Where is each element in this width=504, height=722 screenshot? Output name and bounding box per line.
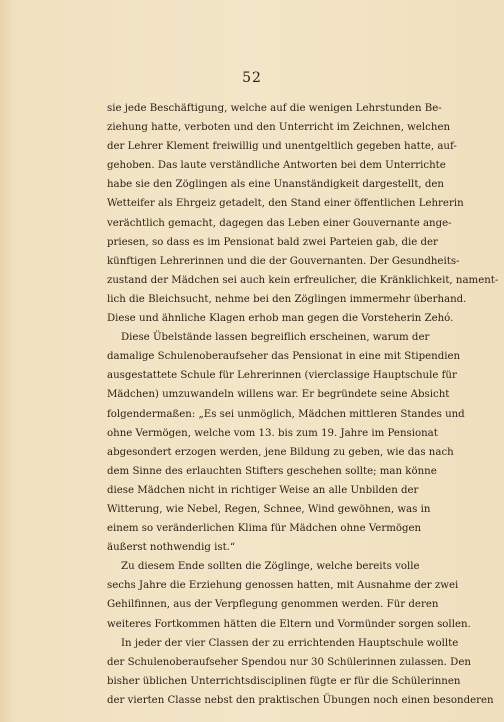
text-line: diese Mädchen nicht in richtiger Weise an alle Unbilden der: [107, 484, 419, 496]
text-line: ziehung hatte, verboten und den Unterricht im Zeichnen, welchen: [107, 122, 451, 134]
paragraph: [107, 557, 471, 633]
text-line: sie jede Beschäftigung, welche auf die wenigen Lehrstunden Be-: [107, 103, 442, 114]
text-line: habe sie den Zöglingen als eine Unanständigkeit dargestellt, den: [107, 179, 444, 191]
text-line: Witterung, wie Nebel, Regen, Schnee, Wind gewöhnen, was in: [107, 503, 431, 515]
text-line: Gehilfinnen, aus der Verpflegung genommen werden. Für deren: [107, 599, 439, 611]
page-number: 52: [242, 70, 262, 86]
text-line: ausgestattete Schule für Lehrerinnen (vierclassige Hauptschule für: [107, 370, 457, 382]
page-binding-shadow: [0, 0, 14, 722]
body-text: [107, 99, 499, 710]
paragraph: [107, 99, 499, 328]
text-line: bisher üblichen Unterrichtsdisciplinen fügte er für die Schülerinnen: [107, 675, 461, 687]
text-line: zustand der Mädchen sei auch kein erfreulicher, die Kränklichkeit, nament-: [107, 274, 499, 286]
text-line: abgesondert erzogen werden, jene Bildung zu geben, wie das nach: [107, 446, 454, 458]
text-line: sechs Jahre die Erziehung genossen hatten, mit Ausnahme der zwei: [107, 580, 459, 592]
paragraph: [107, 328, 465, 557]
text-line: Mädchen) umzuwandeln willens war. Er begründete seine Absicht: [107, 389, 450, 401]
text-line: In jeder der vier Classen der zu errichtenden Hauptschule wollte: [121, 637, 459, 649]
text-line: folgendermaßen: „Es sei unmöglich, Mädchen mittleren Standes und: [107, 408, 465, 420]
text-line: Diese Übelstände lassen begreiflich erscheinen, warum der: [121, 332, 430, 344]
text-line: gehoben. Das laute verständliche Antworten bei dem Unterrichte: [107, 160, 446, 172]
text-line: damalige Schulenoberaufseher das Pensionat in eine mit Stipendien: [107, 351, 461, 363]
text-line: der Lehrer Klement freiwillig und unentgeltlich gegeben hatte, auf-: [107, 141, 457, 153]
text-line: dem Sinne des erlauchten Stifters geschehen sollte; man könne: [107, 465, 437, 477]
text-line: der Schulenoberaufseher Spendou nur 30 Schülerinnen zulassen. Den: [107, 656, 471, 668]
text-line: Diese und ähnliche Klagen erhob man gegen die Vorsteherin Zehó.: [107, 313, 454, 325]
text-line: einem so veränderlichen Klima für Mädchen ohne Vermögen: [107, 523, 422, 535]
text-line: künftigen Lehrerinnen und die der Gouvernanten. Der Gesundheits-: [107, 255, 460, 267]
text-line: der vierten Classe nebst den praktischen Übungen noch einen besonderen: [107, 694, 494, 706]
text-line: verächtlich gemacht, dagegen das Leben einer Gouvernante ange-: [107, 217, 452, 229]
text-line: äußerst nothwendig ist.“: [107, 542, 236, 554]
text-line: weiteres Fortkommen hätten die Eltern und Vormünder sorgen sollen.: [107, 618, 471, 630]
paragraph: [107, 634, 494, 710]
text-line: Zu diesem Ende sollten die Zöglinge, welche bereits volle: [121, 561, 420, 573]
text-line: ohne Vermögen, welche vom 13. bis zum 19. Jahre im Pensionat: [107, 427, 438, 439]
text-line: priesen, so dass es im Pensionat bald zwei Parteien gab, die der: [107, 236, 438, 248]
text-line: Wetteifer als Ehrgeiz getadelt, den Stand einer öffentlichen Lehrerin: [107, 198, 464, 210]
text-line: lich die Bleichsucht, nehme bei den Zöglingen immermehr überhand.: [107, 293, 467, 305]
